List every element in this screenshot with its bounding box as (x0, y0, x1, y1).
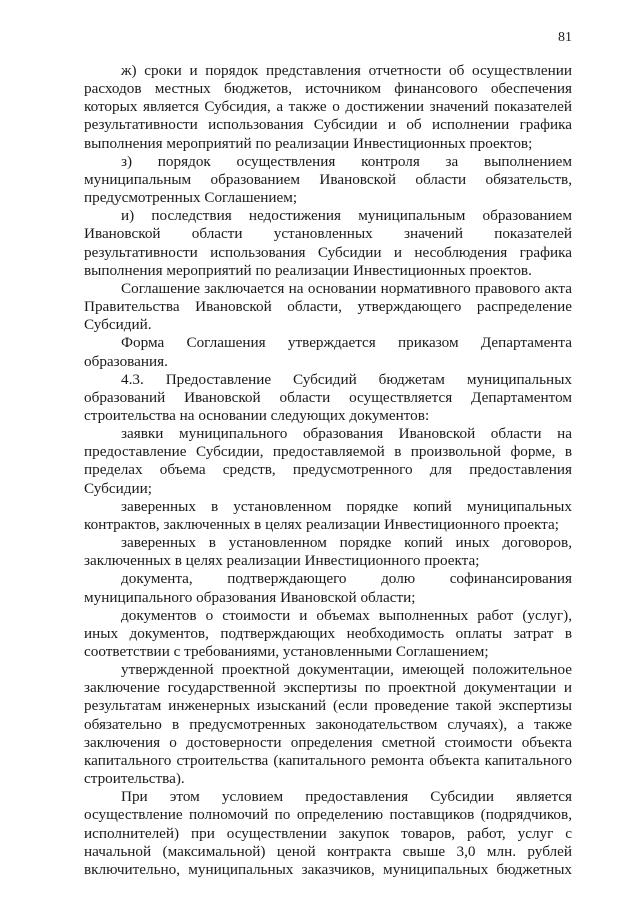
document-body (84, 62, 572, 879)
paragraph-municipal-contracts: заверенных в установленном порядке копий муниципальных контрактов, заключенных в целях реализации Инвестиционного проекта; (84, 497, 572, 533)
paragraph-item-z: з) порядок осуществления контроля за выполнением муниципальным образованием Ивановской области обязательств, предусмотренных Соглашением; (84, 152, 572, 207)
paragraph-works-cost-documents: документов о стоимости и объемах выполненных работ (услуг), иных документов, подтверждающих необходимость оплаты затрат в соответствии с требованиями, установленными Соглашением; (84, 606, 572, 660)
page-number: 81 (558, 30, 572, 45)
paragraph-application: заявки муниципального образования Ивановской области на предоставление Субсидии, предоставляемой в произвольной форме, в пределах объема средств, предусмотренного для предоставления Субсидии; (84, 425, 572, 497)
paragraph-agreement-basis: Соглашение заключается на основании нормативного правового акта Правительства Ивановской области, утверждающего распределение Субсидий. (84, 279, 572, 334)
paragraph-item-zh: ж) сроки и порядок представления отчетности об осуществлении расходов местных бюджетов, источником финансового обеспечения которых является Субсидия, а также о достижении значений показателей результативности использования Субсидии и об исполнении графика выполнения мероприятий по реализации Инвестиционных проектов; (84, 62, 572, 152)
paragraph-subsidy-condition: При этом условием предоставления Субсидии является осуществление полномочий по определению поставщиков (подрядчиков, исполнителей) при осуществлении закупок товаров, работ, услуг с начальной (максимальной) ценой контракта свыше 3,0 млн. рублей включительно, муниципальных заказчиков, муниципальных бюджетных (84, 788, 572, 878)
paragraph-item-i: и) последствия недостижения муниципальным образованием Ивановской области установленных значений показателей результативности использования Субсидии и несоблюдения графика выполнения мероприятий по реализации Инвестиционных проектов. (84, 207, 572, 279)
paragraph-project-documentation: утвержденной проектной документации, имеющей положительное заключение государственной экспертизы по проектной документации и результатам инженерных изысканий (если проведение такой экспертизы обязательно в предусмотренных законодательством случаях), а также заключения о достоверности определения сметной стоимости объекта капитального строительства (капитального ремонта объекта капитального строительства). (84, 661, 572, 788)
paragraph-section-4-3: 4.3. Предоставление Субсидий бюджетам муниципальных образований Ивановской области осуществляется Департаментом строительства на основании следующих документов: (84, 370, 572, 424)
paragraph-cofinancing-document: документа, подтверждающего долю софинансирования муниципального образования Ивановской области; (84, 570, 572, 606)
paragraph-agreement-form: Форма Соглашения утверждается приказом Департамента образования. (84, 334, 572, 370)
paragraph-other-contracts: заверенных в установленном порядке копий иных договоров, заключенных в целях реализации Инвестиционного проекта; (84, 534, 572, 570)
